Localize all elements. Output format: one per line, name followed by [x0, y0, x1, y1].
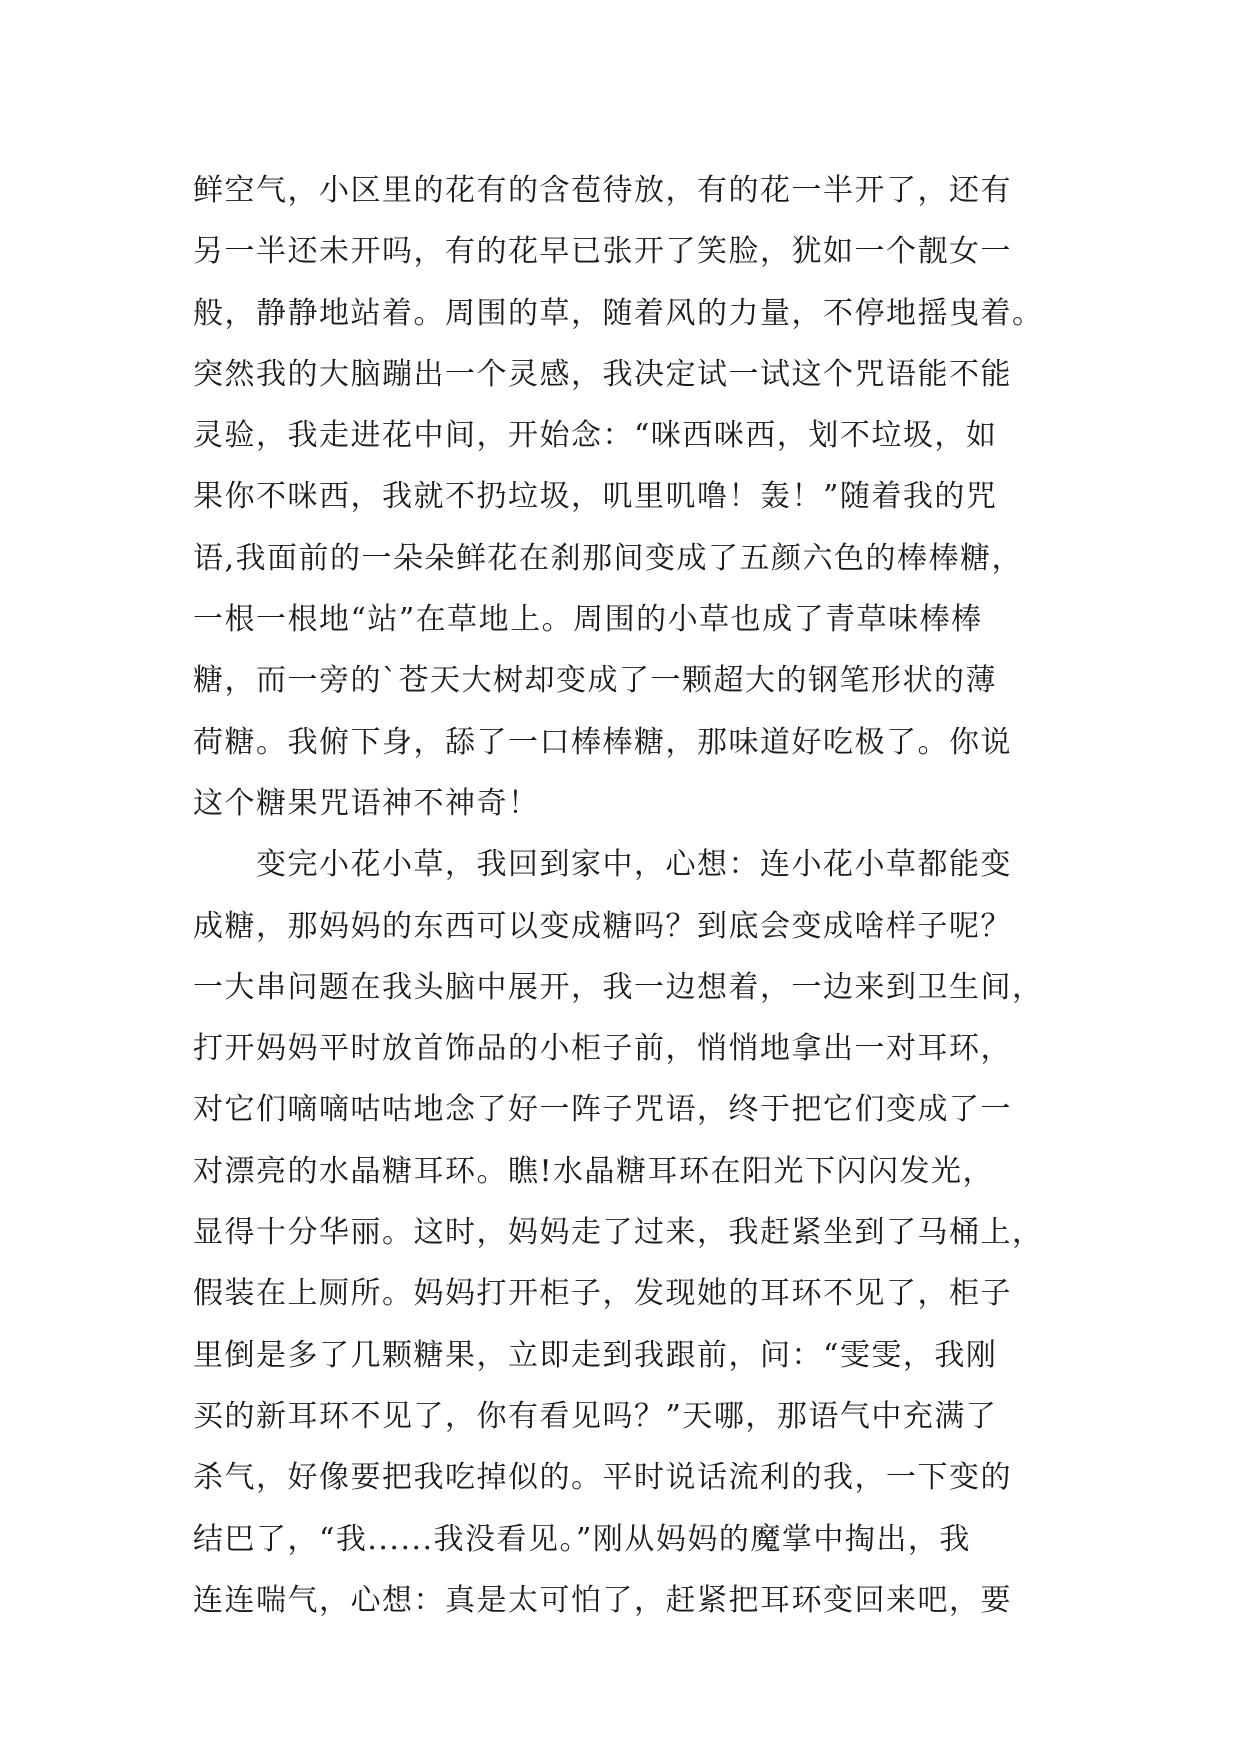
text-line: 结巴了，“我......我没看见。”刚从妈妈的魔掌中掏出，我: [193, 1521, 971, 1557]
text-line: 鲜空气，小区里的花有的含苞待放，有的花一半开了，还有: [193, 173, 1012, 208]
paragraph-start-line: 变完小花小草，我回到家中，心想：连小花小草都能变: [193, 847, 1012, 883]
text-line: 一根一根地“站”在草地上。周围的小草也成了青草味棒棒: [193, 602, 983, 638]
text-line: 成糖，那妈妈的东西可以变成糖吗？到底会变成啥样子呢？: [193, 908, 1012, 944]
text-line: 打开妈妈平时放首饰品的小柜子前，悄悄地拿出一对耳环，: [193, 1031, 1012, 1067]
text-line: 果你不咪西，我就不扔垃圾，叽里叽噜！轰！”随着我的咒: [193, 479, 998, 515]
text-line: 灵验，我走进花中间，开始念：“咪西咪西，划不垃圾，如: [193, 418, 998, 454]
text-line: 语,我面前的一朵朵鲜花在刹那间变成了五颜六色的棒棒糖，: [193, 540, 1024, 576]
text-line: 假装在上厕所。妈妈打开柜子，发现她的耳环不见了，柜子: [193, 1276, 1012, 1312]
text-line: 买的新耳环不见了，你有看见吗？”天哪，那语气中充满了: [193, 1398, 998, 1434]
text-line: 杀气，好像要把我吃掉似的。平时说话流利的我，一下变的: [193, 1460, 1012, 1496]
text-line: 一大串问题在我头脑中展开，我一边想着，一边来到卫生间，: [193, 969, 1044, 1005]
body-text: [193, 160, 1063, 1631]
text-line: 突然我的大脑蹦出一个灵感，我决定试一试这个咒语能不能: [193, 356, 1012, 392]
text-line: 连连喘气，心想：真是太可怕了，赶紧把耳环变回来吧，要: [193, 1582, 1012, 1618]
text-line: 对它们嘀嘀咕咕地念了好一阵子咒语，终于把它们变成了一: [193, 1092, 1012, 1128]
text-line: 里倒是多了几颗糖果，立即走到我跟前，问：“雯雯，我刚: [193, 1337, 998, 1373]
text-line: 般，静静地站着。周围的草，随着风的力量，不停地摇曳着。: [193, 295, 1044, 331]
text-line: 荷糖。我俯下身，舔了一口棒棒糖，那味道好吃极了。你说: [193, 724, 1012, 760]
text-line: 糖，而一旁的`苍天大树却变成了一颗超大的钢笔形状的薄: [193, 663, 997, 699]
text-line: 显得十分华丽。这时，妈妈走了过来，我赶紧坐到了马桶上，: [193, 1215, 1044, 1251]
text-line: 另一半还未开吗，有的花早已张开了笑脸，犹如一个靓女一: [193, 234, 1012, 270]
text-line: 对漂亮的水晶糖耳环。瞧!水晶糖耳环在阳光下闪闪发光，: [193, 1153, 995, 1189]
text-line: 这个糖果咒语神不神奇！: [193, 785, 540, 821]
